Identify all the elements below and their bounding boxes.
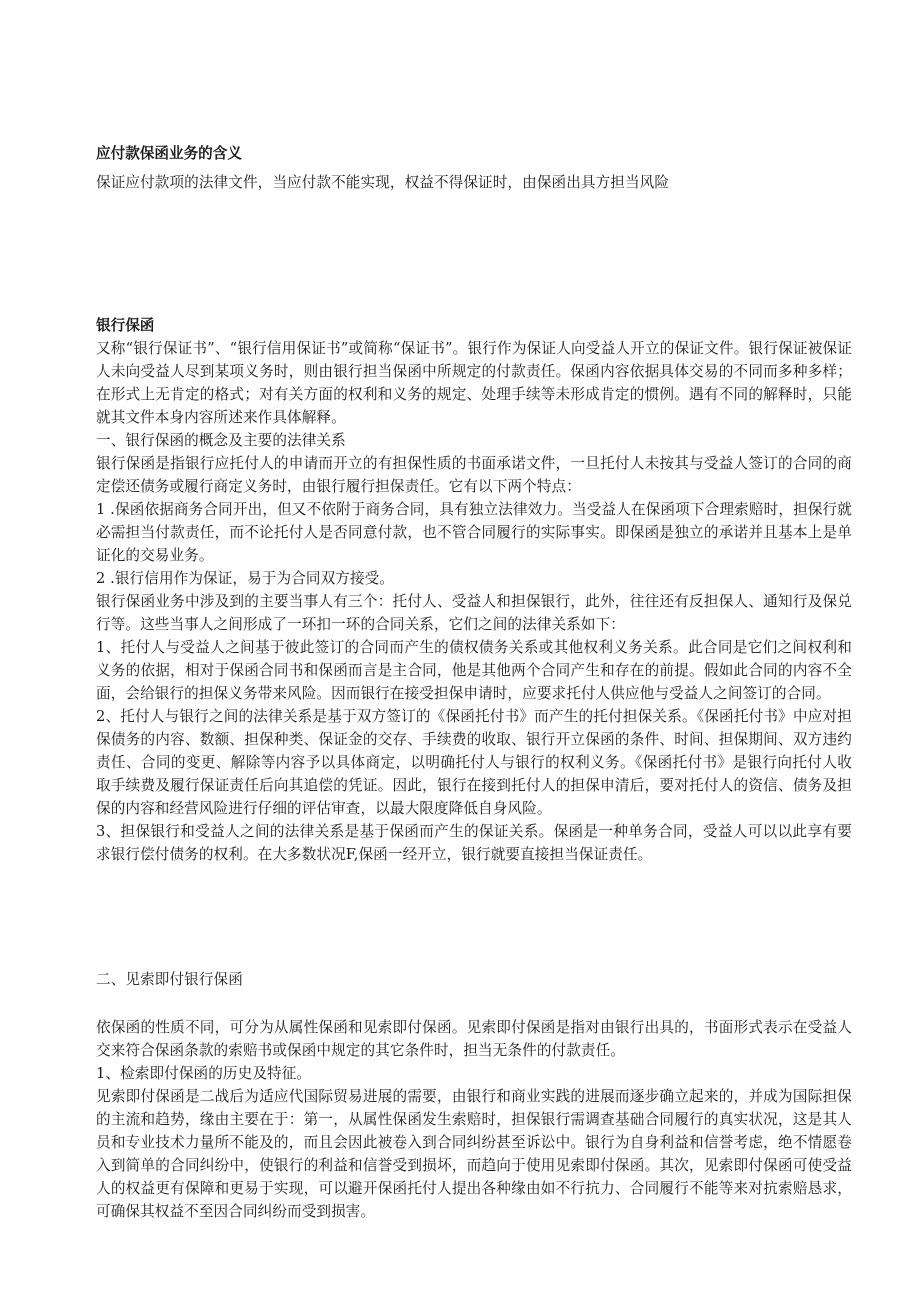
paragraph: 又称“银行保证书”、“银行信用保证书”或简称“保证书”。银行作为保证人向受益人开立的保证文件。银行保证被保证人未向受益人尽到某项义务时，则由银行担当保函中所规定的付款责任。保函内容依据具体交易的不同而多种多样；在形式上无肯定的格式；对有关方面的权利和义务的规定、处理手续等未形成肯定的惯例。遇有不同的解释时，只能就其文件本身内容所述来作具体解释。 xyxy=(96,340,852,426)
subheading: 一、银行保函的概念及主要的法律关系 xyxy=(96,432,346,449)
paragraph: 依保函的性质不同，可分为从属性保函和见索即付保函。见索即付保函是指对由银行出具的，书面形式表示在受益人交来符合保函条款的索赔书或保函中规定的其它条件时，担当无条件的付款责任。 xyxy=(96,1019,852,1059)
section-payable-guarantee xyxy=(96,142,852,194)
paragraph: 银行保函业务中涉及到的主要当事人有三个：托付人、受益人和担保银行，此外，往往还有反担保人、通知行及保兑行等。这些当事人之间形成了一环扣一环的合同关系，它们之间的法律关系如下： xyxy=(96,593,852,633)
section-demand-guarantee-body xyxy=(96,1016,852,1223)
subheading: 1、检索即付保函的历史及特征。 xyxy=(96,1065,312,1082)
section-demand-guarantee-heading xyxy=(96,968,852,991)
list-item: 1 .保函依据商务合同开出，但又不依附于商务合同，具有独立法律效力。当受益人在保函项下合理索赔时，担保行就必需担当付款责任，而不论托付人是否同意付款，也不管合同履行的实际事实。即保函是独立的承诺并且基本上是单证化的交易业务。 xyxy=(96,501,852,564)
list-item: 2、托付人与银行之间的法律关系是基于双方签订的《保函托付书》而产生的托付担保关系。《保函托付书》中应对担保债务的内容、数额、担保种类、保证金的交存、手续费的收取、银行开立保函的条件、时间、担保期间、双方违约责任、合同的变更、解除等内容予以具体商定，以明确托付人与银行的权利义务。《保函托付书》是银行向托付人收取手续费及履行保证责任后向其追偿的凭证。因此，银行在接到托付人的担保申清后，要对托付人的资信、债务及担保的内容和经营风险进行仔细的评估审查，以最大限度降低自身风险。 xyxy=(96,708,852,817)
section-bank-guarantee xyxy=(96,314,852,866)
paragraph: 银行保函是指银行应托付人的申请而开立的有担保性质的书面承诺文件，一旦托付人未按其与受益人签订的合同的商定偿还债务或履行商定义务时，由银行履行担保责任。它有以下两个特点： xyxy=(96,455,852,495)
section-heading: 银行保函 xyxy=(96,317,155,334)
list-item: 2 .银行信用作为保证，易于为合同双方接受。 xyxy=(96,570,395,587)
paragraph: 见索即付保函是二战后为适应代国际贸易进展的需要，由银行和商业实践的进展而逐步确立起来的，并成为国际担保的主流和趋势，缘由主要在于：第一，从属性保函发生索赔时，担保银行需调查基础合同履行的真实状况，这是其人员和专业技术力量所不能及的，而且会因此被卷入到合同纠纷甚至诉讼中。银行为自身利益和信誉考虑，绝不情愿卷入到简单的合同纠纷中，使银行的利益和信誉受到损坏，而趋向于使用见索即付保函。其次，见索即付保函可使受益人的权益更有保障和更易于实现，可以避开保函托付人提出各种缘由如不行抗力、合同履行不能等来对抗索赔恳求，可确保其权益不至因合同纠纷而受到损害。 xyxy=(96,1088,852,1220)
paragraph: 保证应付款项的法律文件，当应付款不能实现，权益不得保证时，由保函出具方担当风险 xyxy=(96,174,670,191)
section-heading: 应付款保函业务的含义 xyxy=(96,145,242,162)
list-item: 3、担保银行和受益人之间的法律关系是基于保函而产生的保证关系。保函是一种单务合同，受益人可以以此享有要求银行偿付债务的权利。在大多数状况F,保函一经开立，银行就要直接担当保证责任。 xyxy=(96,823,852,863)
subheading: 二、见索即付银行保函 xyxy=(96,971,243,988)
list-item: 1、托付人与受益人之间基于彼此签订的合同而产生的债权债务关系或其他权利义务关系。此合同是它们之间权利和义务的依据，相对于保函合同书和保函而言是主合同，他是其他两个合同产生和存在的前提。假如此合同的内容不全面，会给银行的担保义务带来风险。因而银行在接受担保申请时，应要求托付人供应他与受益人之间签订的合同。 xyxy=(96,639,852,702)
